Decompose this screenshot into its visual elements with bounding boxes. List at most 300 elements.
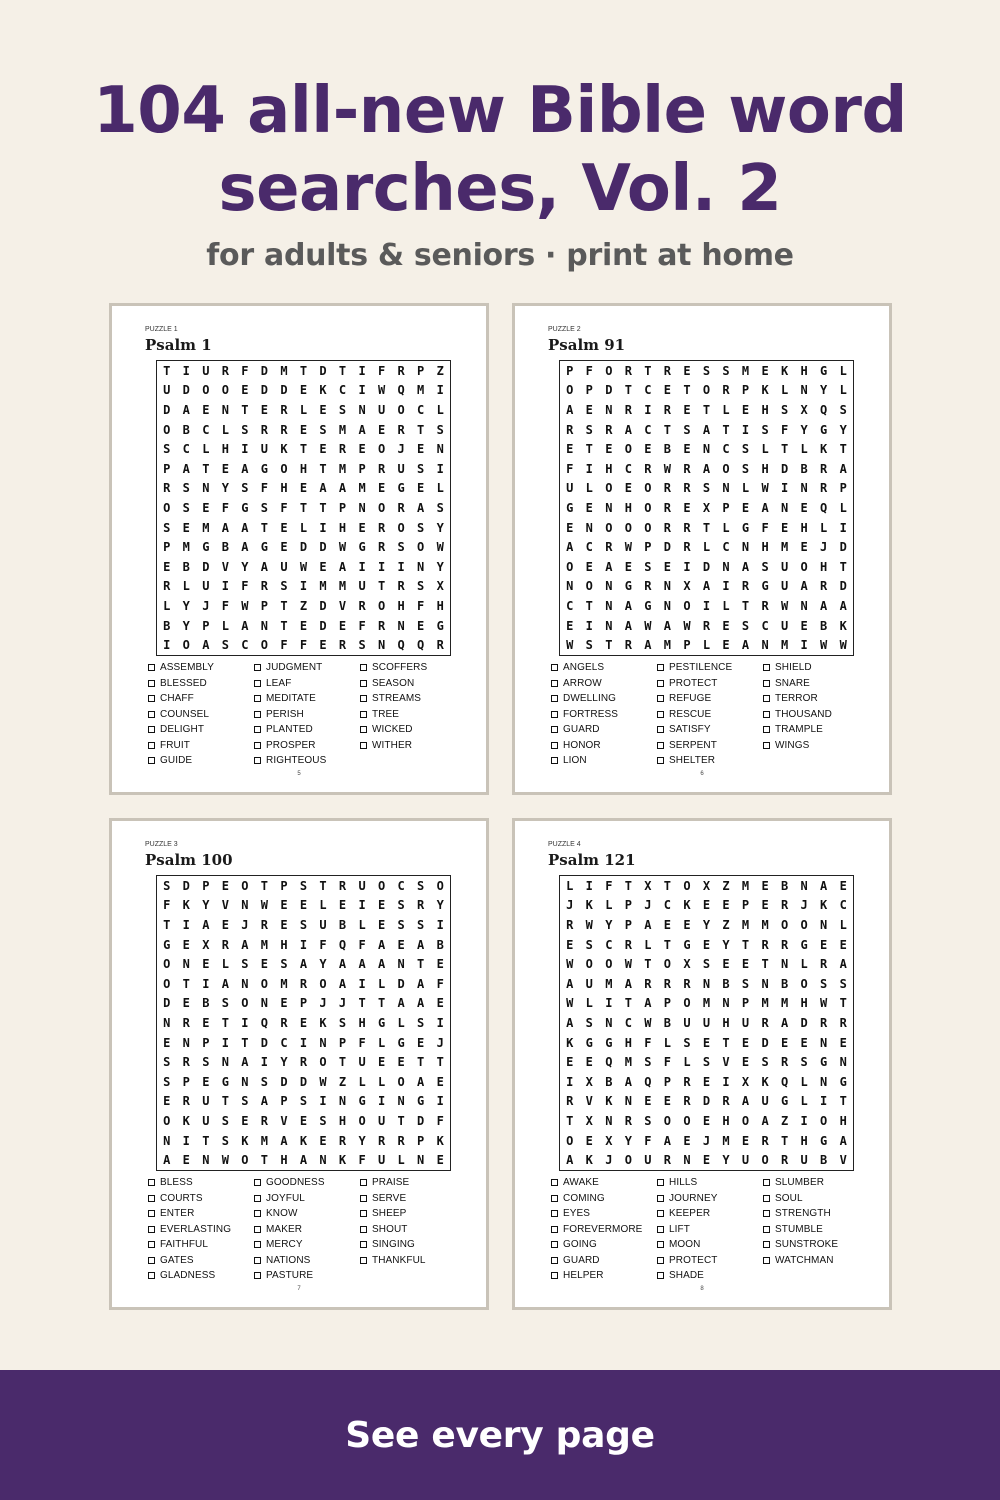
word-list-item[interactable]: [657, 678, 717, 689]
word-list-item[interactable]: [360, 1193, 406, 1204]
word-list-item[interactable]: [551, 1193, 605, 1204]
word-list-item[interactable]: [360, 709, 399, 720]
grid-letter: A: [624, 976, 632, 991]
grid-letter: R: [780, 1153, 789, 1168]
word-list-item[interactable]: [254, 693, 316, 704]
grid-letter: N: [319, 1153, 327, 1168]
checkbox-icon[interactable]: [763, 1241, 770, 1248]
grid-letter: H: [800, 520, 808, 535]
word-list-item[interactable]: [360, 678, 414, 689]
grid-letter: O: [820, 1113, 828, 1128]
word-list-item[interactable]: [360, 1239, 415, 1250]
grid-letter: I: [585, 878, 593, 893]
grid-letter: L: [820, 520, 828, 535]
grid-letter: E: [761, 878, 769, 893]
word-list-item[interactable]: [254, 1270, 313, 1281]
grid-letter: M: [624, 1055, 632, 1070]
grid-letter: L: [436, 402, 444, 417]
word-list-item[interactable]: [360, 740, 412, 751]
word-list-item[interactable]: [254, 662, 322, 673]
grid-letter: U: [260, 442, 269, 457]
word-list-item[interactable]: [254, 709, 304, 720]
grid-letter: I: [780, 481, 789, 496]
word-list-item[interactable]: [657, 1177, 697, 1188]
word-list-item[interactable]: [657, 1193, 717, 1204]
checkbox-icon[interactable]: [360, 695, 367, 702]
grid-letter: Y: [722, 1153, 730, 1168]
word-list-item[interactable]: [551, 1255, 600, 1266]
grid-letter: W: [820, 638, 828, 653]
grid-row: [560, 481, 853, 495]
checkbox-icon[interactable]: [551, 1195, 558, 1202]
page-number: 7: [297, 1286, 301, 1292]
grid-letter: N: [605, 618, 613, 633]
grid-letter: E: [397, 937, 405, 952]
checkbox-icon[interactable]: [254, 1195, 261, 1202]
grid-letter: A: [299, 957, 308, 972]
checkbox-icon[interactable]: [148, 695, 155, 702]
checkbox-icon[interactable]: [360, 664, 367, 671]
grid-letter: E: [702, 937, 711, 952]
grid-letter: I: [241, 1015, 249, 1030]
grid-letter: E: [566, 442, 574, 457]
checkbox-icon[interactable]: [763, 1195, 770, 1202]
grid-letter: G: [358, 540, 366, 555]
checkbox-icon[interactable]: [551, 1241, 558, 1248]
checkbox-icon[interactable]: [254, 1272, 261, 1279]
checkbox-icon[interactable]: [148, 1210, 155, 1217]
word-list-item[interactable]: [551, 1224, 642, 1235]
word-list-item[interactable]: [254, 1255, 310, 1266]
word-label: SCOFFERS: [372, 662, 428, 673]
word-list-item[interactable]: [551, 724, 600, 735]
grid-letter: G: [397, 1035, 405, 1050]
word-list-item[interactable]: [657, 724, 711, 735]
grid-letter: D: [319, 598, 327, 613]
word-list-item[interactable]: [360, 693, 421, 704]
grid-letter: S: [397, 917, 405, 932]
word-list-item[interactable]: [360, 1224, 408, 1235]
grid-letter: A: [241, 937, 249, 952]
grid-row: [560, 957, 853, 971]
checkbox-icon[interactable]: [148, 1257, 155, 1264]
word-list-item[interactable]: [551, 678, 602, 689]
grid-letter: R: [624, 937, 632, 952]
grid-letter: D: [260, 383, 269, 398]
checkbox-icon[interactable]: [254, 1210, 261, 1217]
checkbox-icon[interactable]: [551, 1179, 558, 1186]
word-list-item[interactable]: [763, 724, 823, 735]
checkbox-icon[interactable]: [657, 757, 664, 764]
grid-letter: O: [260, 976, 269, 991]
checkbox-icon[interactable]: [763, 1210, 770, 1217]
grid-letter: L: [722, 402, 730, 417]
checkbox-icon[interactable]: [657, 1179, 664, 1186]
grid-letter: O: [683, 598, 691, 613]
grid-letter: U: [741, 1015, 750, 1030]
grid-letter: O: [182, 638, 190, 653]
checkbox-icon[interactable]: [551, 1210, 558, 1217]
word-list-item[interactable]: [148, 1177, 193, 1188]
grid-letter: E: [319, 402, 327, 417]
checkbox-icon[interactable]: [254, 1226, 261, 1233]
word-list-item[interactable]: [360, 724, 413, 735]
grid-letter: S: [800, 1055, 808, 1070]
word-label: SHADE: [669, 1270, 704, 1281]
checkbox-icon[interactable]: [763, 726, 770, 733]
grid-letter: Q: [338, 937, 347, 952]
word-list-item[interactable]: [360, 1177, 409, 1188]
checkbox-icon[interactable]: [148, 1195, 155, 1202]
checkbox-icon[interactable]: [148, 742, 155, 749]
checkbox-icon[interactable]: [254, 757, 261, 764]
word-list-item[interactable]: [657, 1270, 704, 1281]
word-list-item[interactable]: [254, 678, 291, 689]
grid-letter: E: [202, 1015, 210, 1030]
word-label: DWELLING: [563, 693, 617, 704]
grid-letter: S: [163, 878, 171, 893]
word-list-item[interactable]: [657, 693, 711, 704]
checkbox-icon[interactable]: [551, 742, 558, 749]
word-label: KEEPER: [669, 1208, 711, 1219]
grid-letter: U: [644, 1153, 652, 1168]
word-list-item[interactable]: [148, 678, 207, 689]
checkbox-icon[interactable]: [551, 680, 558, 687]
word-list-item[interactable]: [148, 755, 192, 766]
grid-letter: X: [800, 402, 808, 417]
word-list-item[interactable]: [254, 724, 313, 735]
checkbox-icon[interactable]: [148, 1272, 155, 1279]
checkbox-icon[interactable]: [148, 664, 155, 671]
grid-letter: S: [221, 996, 229, 1011]
grid-letter: L: [800, 442, 808, 457]
word-list-item[interactable]: [763, 1208, 831, 1219]
checkbox-icon[interactable]: [657, 1241, 664, 1248]
grid-letter: D: [839, 540, 847, 555]
checkbox-icon[interactable]: [551, 695, 558, 702]
checkbox-icon[interactable]: [551, 1272, 558, 1279]
word-list-item[interactable]: [254, 1224, 302, 1235]
checkbox-icon[interactable]: [657, 695, 664, 702]
grid-letter: T: [182, 976, 190, 991]
checkbox-icon[interactable]: [763, 695, 770, 702]
word-list-item[interactable]: [148, 1270, 215, 1281]
word-list-item[interactable]: [254, 1239, 303, 1250]
grid-letter: R: [663, 402, 672, 417]
grid-letter: I: [800, 1113, 808, 1128]
checkbox-icon[interactable]: [360, 742, 367, 749]
word-list-item[interactable]: [148, 724, 204, 735]
checkbox-icon[interactable]: [148, 757, 155, 764]
checkbox-icon[interactable]: [551, 726, 558, 733]
grid-letter: Y: [358, 1133, 366, 1148]
checkbox-icon[interactable]: [148, 680, 155, 687]
grid-letter: R: [566, 917, 574, 932]
word-list-item[interactable]: [148, 1224, 231, 1235]
checkbox-icon[interactable]: [657, 1257, 664, 1264]
grid-letter: A: [566, 976, 574, 991]
word-list-item[interactable]: [148, 1239, 208, 1250]
checkbox-icon[interactable]: [763, 1226, 770, 1233]
grid-row: [157, 383, 450, 397]
word-list-item[interactable]: [657, 1208, 710, 1219]
word-list-item[interactable]: [148, 693, 194, 704]
checkbox-icon[interactable]: [360, 1241, 367, 1248]
checkbox-icon[interactable]: [360, 680, 367, 687]
word-list-item[interactable]: [148, 740, 190, 751]
checkbox-icon[interactable]: [763, 680, 770, 687]
grid-letter: O: [163, 422, 171, 437]
word-label: COURTS: [160, 1192, 203, 1204]
grid-letter: E: [780, 1035, 789, 1050]
grid-letter: S: [702, 363, 711, 378]
grid-letter: C: [280, 1035, 288, 1050]
grid-letter: E: [663, 383, 672, 398]
word-list-item[interactable]: [148, 709, 209, 720]
word-list-item[interactable]: [551, 755, 587, 766]
grid-letter: E: [260, 402, 269, 417]
grid-letter: B: [221, 540, 229, 555]
checkbox-icon[interactable]: [763, 1257, 770, 1264]
grid-letter: T: [338, 1055, 347, 1070]
checkbox-icon[interactable]: [148, 726, 155, 733]
word-list-item[interactable]: [763, 740, 809, 751]
checkbox-icon[interactable]: [551, 1226, 558, 1233]
word-list-item[interactable]: [763, 1255, 834, 1266]
grid-letter: R: [182, 1094, 190, 1109]
checkbox-icon[interactable]: [360, 726, 367, 733]
grid-letter: O: [397, 520, 405, 535]
grid-letter: A: [241, 1055, 249, 1070]
grid-letter: E: [182, 520, 190, 535]
grid-letter: U: [780, 559, 789, 574]
grid-letter: E: [585, 559, 593, 574]
word-list-item[interactable]: [551, 1239, 597, 1250]
grid-letter: G: [358, 1094, 366, 1109]
checkbox-icon[interactable]: [254, 742, 261, 749]
checkbox-icon[interactable]: [360, 1210, 367, 1217]
grid-row: [560, 879, 853, 893]
grid-letter: W: [566, 638, 574, 653]
checkbox-icon[interactable]: [551, 664, 558, 671]
grid-letter: O: [436, 878, 444, 893]
checkbox-icon[interactable]: [254, 726, 261, 733]
grid-letter: O: [624, 442, 632, 457]
grid-letter: M: [338, 422, 347, 437]
checkbox-icon[interactable]: [254, 1241, 261, 1248]
grid-letter: L: [761, 442, 769, 457]
checkbox-icon[interactable]: [551, 757, 558, 764]
word-list-item[interactable]: [657, 662, 732, 673]
grid-letter: L: [221, 957, 229, 972]
grid-letter: N: [663, 579, 672, 594]
grid-letter: E: [741, 1133, 750, 1148]
checkbox-icon[interactable]: [360, 1226, 367, 1233]
grid-letter: E: [221, 917, 229, 932]
word-list-item[interactable]: [360, 1255, 426, 1266]
word-list-item[interactable]: [763, 693, 818, 704]
grid-letter: M: [741, 878, 750, 893]
checkbox-icon[interactable]: [254, 1179, 261, 1186]
grid-letter: E: [436, 957, 444, 972]
word-list-item[interactable]: [254, 755, 326, 766]
checkbox-icon[interactable]: [360, 1257, 367, 1264]
checkbox-icon[interactable]: [657, 1226, 664, 1233]
word-list-item[interactable]: [148, 1193, 203, 1204]
grid-letter: N: [163, 1015, 171, 1030]
word-list-item[interactable]: [763, 662, 812, 673]
word-label: COUNSEL: [160, 708, 210, 720]
grid-letter: N: [417, 1153, 425, 1168]
grid-letter: D: [702, 559, 711, 574]
word-list-item[interactable]: [551, 1270, 604, 1281]
word-list-item[interactable]: [148, 1255, 194, 1266]
word-list-item[interactable]: [360, 1208, 406, 1219]
checkbox-icon[interactable]: [254, 695, 261, 702]
checkbox-icon[interactable]: [148, 1179, 155, 1186]
grid-letter: D: [319, 363, 327, 378]
grid-letter: T: [319, 500, 327, 515]
see-every-page-button[interactable]: See every page: [345, 1414, 655, 1456]
word-list-item[interactable]: [254, 740, 316, 751]
checkbox-icon[interactable]: [148, 1226, 155, 1233]
grid-letter: X: [585, 1074, 593, 1089]
grid-letter: R: [182, 1055, 190, 1070]
checkbox-icon[interactable]: [551, 1257, 558, 1264]
word-list-item[interactable]: [551, 709, 618, 720]
checkbox-icon[interactable]: [254, 664, 261, 671]
grid-letter: L: [702, 540, 711, 555]
word-list-item[interactable]: [763, 1193, 803, 1204]
grid-letter: O: [319, 976, 327, 991]
checkbox-icon[interactable]: [254, 680, 261, 687]
word-list-item[interactable]: [551, 1177, 599, 1188]
grid-letter: C: [397, 878, 405, 893]
grid-letter: R: [566, 1094, 574, 1109]
grid-letter: L: [221, 618, 229, 633]
grid-letter: K: [780, 363, 789, 378]
grid-letter: E: [221, 878, 229, 893]
checkbox-icon[interactable]: [763, 742, 770, 749]
word-list-item[interactable]: [763, 1239, 838, 1250]
checkbox-icon[interactable]: [148, 1241, 155, 1248]
grid-letter: A: [377, 957, 386, 972]
grid-letter: E: [683, 402, 691, 417]
word-list-item[interactable]: [551, 693, 616, 704]
checkbox-icon[interactable]: [763, 1179, 770, 1186]
grid-letter: G: [820, 363, 828, 378]
grid-letter: E: [319, 1133, 327, 1148]
checkbox-icon[interactable]: [360, 1179, 367, 1186]
grid-letter: Q: [397, 383, 405, 398]
checkbox-icon[interactable]: [254, 711, 261, 718]
grid-letter: J: [566, 898, 574, 913]
checkbox-icon[interactable]: [657, 1195, 664, 1202]
word-list-item[interactable]: [763, 1177, 824, 1188]
word-list-item[interactable]: [551, 740, 601, 751]
grid-letter: G: [820, 1133, 828, 1148]
grid-letter: F: [221, 500, 229, 515]
word-list-item[interactable]: [254, 1208, 298, 1219]
grid-letter: U: [358, 1055, 366, 1070]
checkbox-icon[interactable]: [148, 711, 155, 718]
checkbox-icon[interactable]: [657, 680, 664, 687]
grid-letter: R: [663, 520, 672, 535]
word-list-item[interactable]: [657, 1239, 701, 1250]
grid-letter: S: [280, 579, 288, 594]
grid-letter: R: [663, 481, 672, 496]
word-list-item[interactable]: [360, 662, 427, 673]
word-label: GUIDE: [160, 755, 193, 766]
word-list-item[interactable]: [763, 709, 832, 720]
grid-letter: E: [585, 402, 593, 417]
grid-letter: C: [722, 540, 730, 555]
grid-letter: F: [280, 500, 288, 515]
grid-letter: E: [417, 1035, 425, 1050]
word-list-item[interactable]: [763, 1224, 823, 1235]
word-list-item[interactable]: [148, 662, 214, 673]
grid-letter: A: [839, 461, 847, 476]
grid-letter: R: [761, 937, 769, 952]
word-list-item[interactable]: [551, 1208, 590, 1219]
checkbox-icon[interactable]: [657, 726, 664, 733]
checkbox-icon[interactable]: [763, 711, 770, 718]
grid-letter: A: [566, 1153, 574, 1168]
grid-letter: A: [241, 618, 249, 633]
grid-letter: P: [202, 1035, 210, 1050]
word-list-item[interactable]: [657, 740, 717, 751]
footer-banner[interactable]: [0, 1370, 1000, 1500]
word-list-item[interactable]: [657, 1224, 690, 1235]
word-list-item[interactable]: [657, 1255, 717, 1266]
word-list-item[interactable]: [551, 662, 604, 673]
checkbox-icon[interactable]: [360, 1195, 367, 1202]
word-list-item[interactable]: [763, 678, 810, 689]
checkbox-icon[interactable]: [551, 711, 558, 718]
checkbox-icon[interactable]: [657, 1272, 664, 1279]
grid-letter: P: [417, 363, 425, 378]
checkbox-icon[interactable]: [657, 742, 664, 749]
grid-letter: S: [417, 461, 425, 476]
checkbox-icon[interactable]: [657, 1210, 664, 1217]
grid-letter: R: [644, 976, 652, 991]
grid-letter: R: [683, 540, 691, 555]
checkbox-icon[interactable]: [657, 664, 664, 671]
grid-letter: P: [624, 898, 632, 913]
word-list-item[interactable]: [254, 1177, 325, 1188]
word-list-item[interactable]: [657, 709, 711, 720]
grid-letter: S: [761, 1055, 769, 1070]
grid-letter: S: [585, 937, 593, 952]
grid-letter: B: [605, 1074, 613, 1089]
checkbox-icon[interactable]: [763, 664, 770, 671]
word-label: PERISH: [266, 708, 304, 720]
grid-row: [560, 898, 853, 912]
checkbox-icon[interactable]: [254, 1257, 261, 1264]
grid-letter: E: [241, 1113, 249, 1128]
grid-letter: S: [163, 520, 171, 535]
checkbox-icon[interactable]: [657, 711, 664, 718]
grid-letter: J: [702, 1133, 711, 1148]
checkbox-icon[interactable]: [360, 711, 367, 718]
word-list-item[interactable]: [148, 1208, 194, 1219]
grid-letter: E: [436, 996, 444, 1011]
grid-row: [560, 540, 853, 554]
word-list-item[interactable]: [254, 1193, 305, 1204]
grid-letter: S: [358, 638, 366, 653]
word-list-item[interactable]: [657, 755, 715, 766]
grid-row: [560, 1075, 853, 1089]
